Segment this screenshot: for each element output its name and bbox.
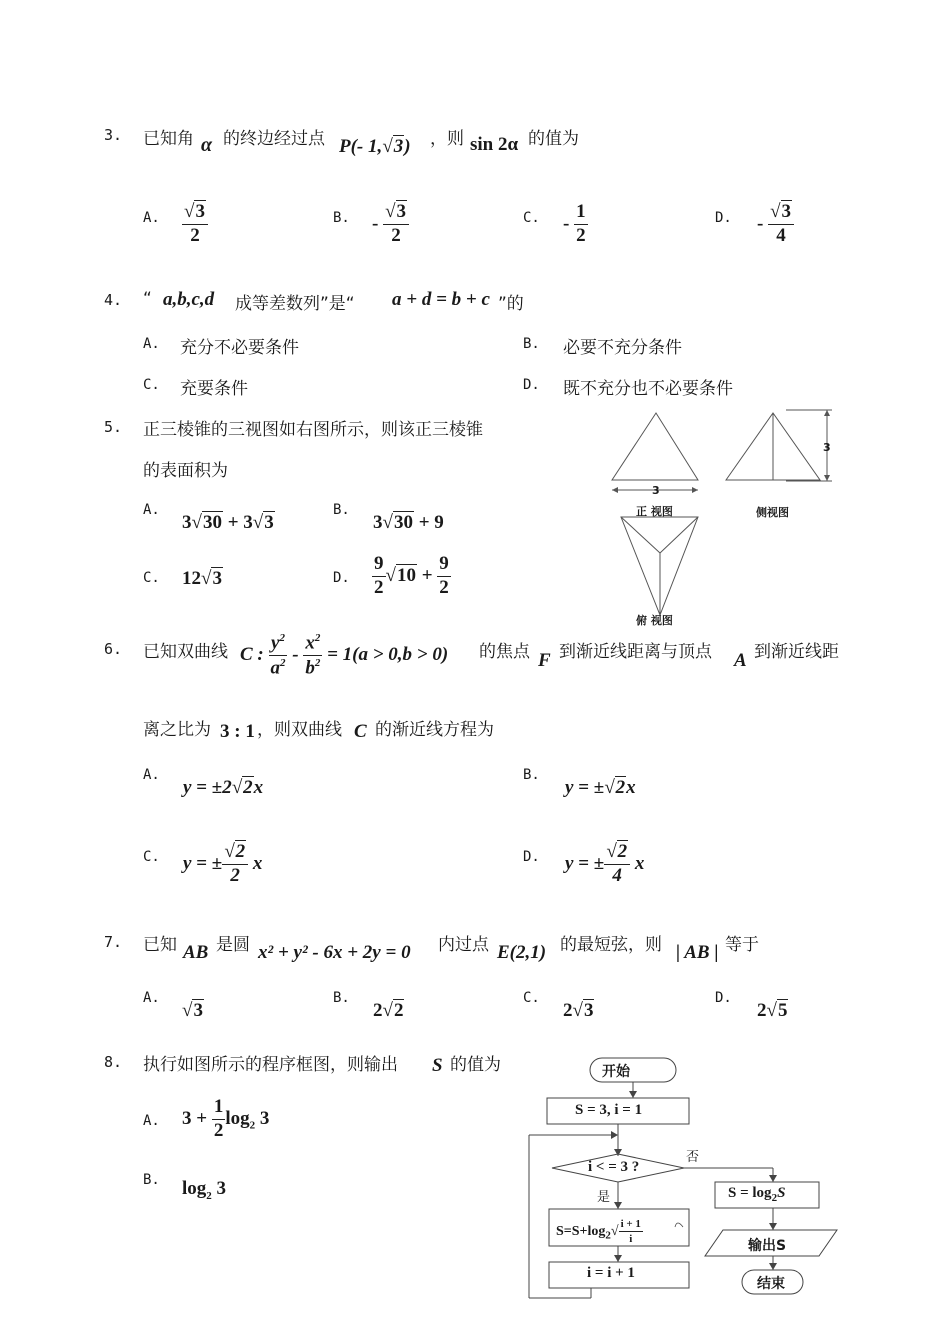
math-alpha: α bbox=[201, 134, 213, 156]
top-view-label: 俯 视图 bbox=[636, 614, 673, 627]
option-a-label[interactable]: A. bbox=[143, 990, 160, 1006]
flow-update-text: $S=S+\log_2√$ $\frac{i + 1}{i}$ bbox=[556, 1218, 641, 1246]
question-number: 6. bbox=[104, 640, 123, 658]
stem-text: 成等差数列”是“ bbox=[235, 294, 355, 314]
option-c-value: 12√3 bbox=[182, 568, 222, 589]
option-a-label[interactable]: A. bbox=[143, 502, 160, 518]
front-view-label: 正 视图 bbox=[636, 505, 673, 518]
math-c: C bbox=[354, 721, 367, 742]
option-a-label[interactable]: A. bbox=[143, 210, 160, 226]
option-c-label[interactable]: C. bbox=[143, 570, 160, 586]
stem-text: 内过点 bbox=[438, 935, 489, 955]
math-ratio: 3 : 1 bbox=[220, 721, 255, 742]
flow-end-text: 结束 bbox=[757, 1276, 785, 1292]
option-c-value: y = ± $\frac{√2}{2}$ x bbox=[183, 841, 263, 886]
stem-text: 的最短弦，则 bbox=[560, 935, 662, 955]
question-number: 5. bbox=[104, 418, 123, 436]
dimension-height: 3 bbox=[823, 441, 831, 454]
stem-text: 等于 bbox=[725, 935, 759, 955]
option-d-label[interactable]: D. bbox=[523, 849, 540, 865]
option-c-label[interactable]: C. bbox=[143, 849, 160, 865]
option-d-value: 2√5 bbox=[757, 1000, 788, 1021]
option-b-label[interactable]: B. bbox=[333, 210, 350, 226]
stem-text: 的焦点 bbox=[479, 642, 530, 662]
option-d-text: 既不充分也不必要条件 bbox=[563, 379, 733, 399]
question-number: 3. bbox=[104, 126, 123, 144]
option-a-value: y = ±2√2x bbox=[183, 777, 264, 798]
stem-text: ，则 bbox=[430, 129, 464, 149]
option-b-label[interactable]: B. bbox=[333, 990, 350, 1006]
math-hyperbola: C : $\frac{y^2}{a^2}$ - $\frac{x^2}{b^2}$ = 1(a > 0,b > 0) bbox=[240, 632, 449, 679]
stem-text: 离之比为 bbox=[143, 720, 211, 740]
option-b-value: 3√30 + 9 bbox=[373, 512, 444, 533]
option-b-value: $\log_2 3$ bbox=[182, 1178, 227, 1202]
option-c-value: 2√3 bbox=[563, 1000, 594, 1021]
option-d-label[interactable]: D. bbox=[523, 377, 540, 393]
stem-text: 的表面积为 bbox=[143, 461, 228, 481]
option-a-label[interactable]: A. bbox=[143, 336, 160, 352]
option-c-value: - $\frac{1}{2}$ bbox=[563, 201, 586, 246]
option-b-label[interactable]: B. bbox=[523, 336, 540, 352]
question-number: 4. bbox=[104, 291, 123, 309]
flow-condition-text: i < = 3 ? bbox=[588, 1159, 640, 1175]
option-b-label[interactable]: B. bbox=[143, 1172, 160, 1188]
option-a-value: $\frac{√3}{2}$ bbox=[182, 202, 208, 247]
option-b-value: - $\frac{√3}{2}$ bbox=[372, 202, 409, 247]
stem-text: 到渐近线距 bbox=[754, 642, 839, 662]
option-d-value: $\frac{9}{2}$ √10 + $\frac{9}{2}$ bbox=[374, 553, 449, 598]
math-abs-ab: | AB | bbox=[676, 942, 719, 963]
math-vars: a,b,c,d bbox=[163, 289, 215, 310]
option-a-label[interactable]: A. bbox=[143, 767, 160, 783]
math-equation: a + d = b + c bbox=[392, 289, 490, 310]
option-a-text: 充分不必要条件 bbox=[180, 338, 299, 358]
stem-text: 执行如图所示的程序框图，则输出 bbox=[143, 1055, 398, 1075]
math-ab: AB bbox=[183, 942, 209, 963]
stem-text: 正三棱锥的三视图如右图所示，则该正三棱锥 bbox=[143, 420, 483, 440]
stem-text: 已知 bbox=[143, 935, 177, 955]
stem-text: 已知角 bbox=[143, 129, 194, 149]
stem-text: 已知双曲线 bbox=[143, 642, 228, 662]
stem-text: ”的 bbox=[498, 294, 524, 314]
option-b-value: y = ±√2x bbox=[565, 777, 636, 798]
math-sin2alpha: sin 2α bbox=[470, 134, 519, 155]
stem-text: “ bbox=[143, 289, 152, 309]
flow-init-text: S = 3, i = 1 bbox=[575, 1102, 643, 1118]
option-a-value: 3√30 + 3√3 bbox=[182, 512, 274, 533]
option-d-label[interactable]: D. bbox=[333, 570, 350, 586]
math-a: A bbox=[734, 650, 747, 671]
math-point-e: E(2,1) bbox=[497, 942, 547, 963]
side-view-label: 侧视图 bbox=[756, 506, 789, 519]
flow-increment-text: i = i + 1 bbox=[587, 1265, 635, 1281]
front-view-triangle bbox=[612, 413, 698, 480]
option-a-value: 3 + $\frac{1}{2}$ $\log_2 3$ bbox=[182, 1096, 270, 1141]
stem-text: 是圆 bbox=[216, 935, 250, 955]
math-f: F bbox=[538, 650, 551, 671]
stem-text: 的值为 bbox=[450, 1055, 501, 1075]
stem-text: ，则双曲线 bbox=[257, 720, 342, 740]
option-b-label[interactable]: B. bbox=[333, 502, 350, 518]
option-a-value: √3 bbox=[182, 1000, 203, 1021]
option-b-label[interactable]: B. bbox=[523, 767, 540, 783]
option-b-text: 必要不充分条件 bbox=[563, 338, 682, 358]
stem-text: 的渐近线方程为 bbox=[375, 720, 494, 740]
option-d-label[interactable]: D. bbox=[715, 990, 732, 1006]
option-c-label[interactable]: C. bbox=[143, 377, 160, 393]
option-d-value: y = ± $\frac{√2}{4}$ x bbox=[565, 841, 645, 886]
option-c-text: 充要条件 bbox=[180, 379, 248, 399]
math-point-p: P(- 1,√3) bbox=[339, 136, 411, 157]
stem-text: 的值为 bbox=[528, 129, 579, 149]
flow-yes-label: 是 bbox=[597, 1190, 611, 1205]
option-d-label[interactable]: D. bbox=[715, 210, 732, 226]
flow-no-label: 否 bbox=[686, 1150, 700, 1165]
dimension-width: 3 bbox=[652, 484, 660, 497]
flowchart bbox=[525, 1052, 845, 1302]
math-s: S bbox=[432, 1055, 443, 1076]
option-a-label[interactable]: A. bbox=[143, 1113, 160, 1129]
question-number: 8. bbox=[104, 1053, 123, 1071]
stem-text: 到渐近线距离与顶点 bbox=[559, 642, 712, 662]
option-d-value: - $\frac{√3}{4}$ bbox=[757, 202, 794, 247]
stem-text: 的终边经过点 bbox=[223, 129, 325, 149]
math-circle: x² + y² - 6x + 2y = 0 bbox=[258, 942, 411, 963]
option-b-value: 2√2 bbox=[373, 1000, 404, 1021]
flow-final-text: $S = \log_2S$ bbox=[728, 1185, 786, 1204]
flow-output-text: 输出S bbox=[748, 1238, 787, 1254]
option-c-label[interactable]: C. bbox=[523, 210, 540, 226]
flow-start-text: 开始 bbox=[602, 1064, 630, 1080]
option-c-label[interactable]: C. bbox=[523, 990, 540, 1006]
question-number: 7. bbox=[104, 933, 123, 951]
